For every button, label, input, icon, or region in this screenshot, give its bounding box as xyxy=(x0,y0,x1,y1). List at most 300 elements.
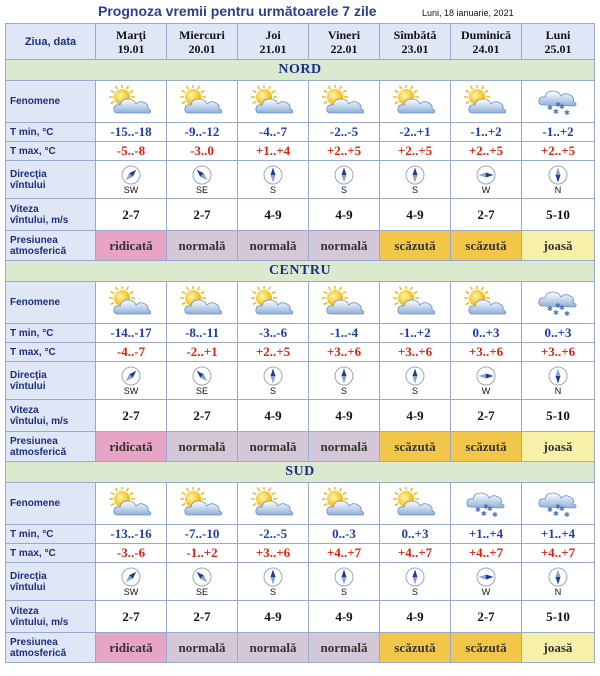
wind-direction-text: SW xyxy=(123,184,139,195)
wind-direction-cell xyxy=(96,362,167,400)
tmin-value: -1..+2 xyxy=(380,324,451,343)
tmin-value: -3..-6 xyxy=(238,324,309,343)
phenomena-cell xyxy=(96,81,167,123)
region-row xyxy=(6,462,595,483)
tmax-value: +1..+4 xyxy=(238,142,309,161)
wind-speed-row xyxy=(6,199,595,231)
wind-speed-value: 4-9 xyxy=(238,199,309,231)
wind-direction-label-text: vîntului xyxy=(10,380,46,392)
day-name: Miercuri xyxy=(179,27,225,42)
svg-text:✱: ✱ xyxy=(481,509,487,518)
pressure-value: normală xyxy=(167,231,238,261)
phenomena-cell xyxy=(167,81,238,123)
tmax-value: -3..0 xyxy=(167,142,238,161)
pressure-value: ridicată xyxy=(96,633,167,663)
tmin-label xyxy=(6,324,96,343)
wind-direction-text: SE xyxy=(195,184,208,195)
sun-cloud-icon xyxy=(392,487,438,521)
wind-direction-label-text: Direcţia xyxy=(10,369,47,381)
wind-arrow-icon xyxy=(405,165,425,185)
tmin-label xyxy=(6,123,96,142)
wind-direction-label xyxy=(6,563,96,601)
forecast-table xyxy=(5,23,595,663)
wind-speed-value: 2-7 xyxy=(451,601,522,633)
pressure-row xyxy=(6,633,595,663)
wind-direction-cell xyxy=(451,362,522,400)
tmin-value: 0..+3 xyxy=(380,525,451,544)
wind-direction-cell xyxy=(167,563,238,601)
wind-arrow-icon xyxy=(263,366,283,386)
sun-cloud-icon xyxy=(108,85,154,119)
tmax-value: +4..+7 xyxy=(380,544,451,563)
wind-direction-text: S xyxy=(340,586,347,597)
sun-cloud-icon xyxy=(250,487,296,521)
pressure-label xyxy=(6,231,96,261)
svg-text:✱: ✱ xyxy=(475,505,481,514)
wind-direction-label xyxy=(6,161,96,199)
wind-arrow-icon xyxy=(476,366,496,386)
wind-direction-text: S xyxy=(269,586,276,597)
wind-speed-label-text: vîntului, m/s xyxy=(10,214,69,226)
phenomena-cell xyxy=(451,282,522,324)
wind-direction-cell xyxy=(309,161,380,199)
day-date: 22.01 xyxy=(330,41,358,56)
snow-cloud-icon xyxy=(535,85,581,119)
phenomena-label xyxy=(6,81,96,123)
wind-speed-value: 2-7 xyxy=(96,400,167,432)
region-title: SUD xyxy=(6,462,595,483)
tmax-value: +2..+5 xyxy=(522,142,595,161)
sun-cloud-icon xyxy=(179,286,225,320)
wind-speed-value: 4-9 xyxy=(238,400,309,432)
phenomena-cell xyxy=(522,282,595,324)
phenomena-cell xyxy=(238,81,309,123)
wind-direction-label-text: vîntului xyxy=(10,581,46,593)
wind-speed-value: 2-7 xyxy=(96,601,167,633)
pressure-value: normală xyxy=(167,432,238,462)
phenomena-cell xyxy=(380,483,451,525)
region-title: CENTRU xyxy=(6,261,595,282)
tmin-value: 0..-3 xyxy=(309,525,380,544)
svg-text:✱: ✱ xyxy=(487,504,493,513)
tmax-row xyxy=(6,142,595,161)
tmax-value: +2..+5 xyxy=(238,343,309,362)
tmin-value: -15..-18 xyxy=(96,123,167,142)
tmax-value: +3..+6 xyxy=(380,343,451,362)
tmax-value: -2..+1 xyxy=(167,343,238,362)
wind-speed-value: 4-9 xyxy=(309,400,380,432)
pressure-value: scăzută xyxy=(380,432,451,462)
forecast-table-body xyxy=(6,24,595,663)
phenomena-cell xyxy=(451,81,522,123)
wind-arrow-icon xyxy=(334,567,354,587)
tmax-label xyxy=(6,142,96,161)
wind-speed-label-text: Viteza xyxy=(10,605,39,617)
wind-direction-text: S xyxy=(269,184,276,195)
svg-text:✱: ✱ xyxy=(553,107,559,116)
wind-direction-cell xyxy=(309,362,380,400)
wind-direction-text: S xyxy=(411,586,418,597)
pressure-value: normală xyxy=(309,432,380,462)
tmin-row xyxy=(6,525,595,544)
wind-direction-text: W xyxy=(481,385,491,396)
svg-text:✱: ✱ xyxy=(564,309,570,318)
sun-cloud-icon xyxy=(321,85,367,119)
wind-direction-text: N xyxy=(554,184,562,195)
wind-direction-text: SW xyxy=(123,586,139,597)
pressure-value: normală xyxy=(238,432,309,462)
wind-direction-text: S xyxy=(340,385,347,396)
wind-arrow-icon xyxy=(192,567,212,587)
pressure-label-text: atmosferică xyxy=(10,446,67,458)
day-name: Joi xyxy=(265,27,281,42)
tmin-value: 0..+3 xyxy=(451,324,522,343)
svg-text:✱: ✱ xyxy=(559,303,565,312)
tmax-value: -5..-8 xyxy=(96,142,167,161)
wind-direction-cell xyxy=(96,161,167,199)
tmax-label-text: T max, °C xyxy=(10,145,56,157)
wind-speed-row xyxy=(6,400,595,432)
phenomena-label-text: Fenomene xyxy=(10,297,61,308)
phenomena-row xyxy=(6,282,595,324)
phenomena-cell xyxy=(167,483,238,525)
wind-arrow-icon xyxy=(476,567,496,587)
wind-direction-text: W xyxy=(481,184,491,195)
wind-arrow-icon xyxy=(405,366,425,386)
svg-text:✱: ✱ xyxy=(555,301,561,310)
sun-cloud-icon xyxy=(463,85,509,119)
sun-cloud-icon xyxy=(250,85,296,119)
wind-direction-cell xyxy=(238,161,309,199)
tmin-value: -1..+2 xyxy=(451,123,522,142)
wind-arrow-icon xyxy=(121,165,141,185)
wind-direction-label xyxy=(6,362,96,400)
phenomena-cell xyxy=(238,483,309,525)
wind-arrow-icon xyxy=(405,567,425,587)
tmax-value: +4..+7 xyxy=(309,544,380,563)
wind-arrow-icon xyxy=(263,567,283,587)
wind-direction-label-text: Direcţia xyxy=(10,570,47,582)
tmax-value: +2..+5 xyxy=(309,142,380,161)
phenomena-row xyxy=(6,483,595,525)
tmax-label-text: T max, °C xyxy=(10,346,56,358)
svg-text:✱: ✱ xyxy=(564,510,570,519)
phenomena-cell xyxy=(451,483,522,525)
wind-direction-text: SW xyxy=(123,385,139,396)
day-header xyxy=(309,24,380,60)
tmin-value: -8..-11 xyxy=(167,324,238,343)
sun-cloud-icon xyxy=(392,286,438,320)
day-header xyxy=(238,24,309,60)
tmax-label xyxy=(6,343,96,362)
wind-speed-value: 4-9 xyxy=(380,601,451,633)
wind-direction-cell xyxy=(96,563,167,601)
pressure-label xyxy=(6,633,96,663)
tmin-value: -4..-7 xyxy=(238,123,309,142)
day-name: Duminică xyxy=(460,27,511,42)
sun-cloud-icon xyxy=(463,286,509,320)
pressure-value: joasă xyxy=(522,633,595,663)
snow-cloud-icon xyxy=(463,487,509,521)
wind-direction-cell xyxy=(380,362,451,400)
wind-direction-cell xyxy=(380,161,451,199)
phenomena-cell xyxy=(522,81,595,123)
day-date: 21.01 xyxy=(259,41,287,56)
pressure-value: normală xyxy=(309,633,380,663)
tmax-label xyxy=(6,544,96,563)
wind-direction-text: S xyxy=(340,184,347,195)
wind-speed-label-text: Viteza xyxy=(10,404,39,416)
wind-direction-text: S xyxy=(269,385,276,396)
day-header xyxy=(451,24,522,60)
tmax-value: -3..-6 xyxy=(96,544,167,563)
tmin-label xyxy=(6,525,96,544)
sun-cloud-icon xyxy=(392,85,438,119)
issue-date: Luni, 18 ianuarie, 2021 xyxy=(422,8,514,18)
svg-text:✱: ✱ xyxy=(547,304,553,313)
wind-speed-row xyxy=(6,601,595,633)
day-date: 24.01 xyxy=(472,41,500,56)
pressure-value: scăzută xyxy=(451,432,522,462)
wind-speed-label xyxy=(6,400,96,432)
snow-cloud-icon xyxy=(535,286,581,320)
pressure-value: joasă xyxy=(522,432,595,462)
wind-direction-cell xyxy=(238,563,309,601)
wind-speed-value: 5-10 xyxy=(522,199,595,231)
wind-direction-row xyxy=(6,161,595,199)
tmin-value: +1..+4 xyxy=(451,525,522,544)
svg-text:✱: ✱ xyxy=(564,108,570,117)
sun-cloud-icon xyxy=(321,286,367,320)
page-title: Prognoza vremii pentru următoarele 7 zile xyxy=(98,3,377,19)
tmax-row xyxy=(6,343,595,362)
day-header xyxy=(380,24,451,60)
tmax-label-text: T max, °C xyxy=(10,547,56,559)
wind-speed-value: 4-9 xyxy=(238,601,309,633)
tmax-row xyxy=(6,544,595,563)
wind-direction-text: N xyxy=(554,586,562,597)
phenomena-label-text: Fenomene xyxy=(10,498,61,509)
tmax-value: +3..+6 xyxy=(309,343,380,362)
tmax-value: +4..+7 xyxy=(451,544,522,563)
wind-direction-row xyxy=(6,563,595,601)
wind-arrow-icon xyxy=(334,165,354,185)
wind-direction-text: N xyxy=(554,385,562,396)
wind-arrow-icon xyxy=(121,567,141,587)
day-date: 25.01 xyxy=(544,41,572,56)
wind-speed-value: 2-7 xyxy=(167,199,238,231)
svg-text:✱: ✱ xyxy=(555,100,561,109)
day-name: Sîmbătă xyxy=(393,27,437,42)
sun-cloud-icon xyxy=(250,286,296,320)
wind-speed-value: 4-9 xyxy=(380,199,451,231)
tmin-label-text: T min, °C xyxy=(10,327,54,339)
wind-direction-text: S xyxy=(411,385,418,396)
tmin-value: -1..-4 xyxy=(309,324,380,343)
pressure-value: joasă xyxy=(522,231,595,261)
wind-speed-value: 2-7 xyxy=(167,601,238,633)
wind-direction-cell xyxy=(522,161,595,199)
tmin-value: -9..-12 xyxy=(167,123,238,142)
day-name: Luni xyxy=(545,27,571,42)
wind-direction-text: W xyxy=(481,586,491,597)
wind-direction-label-text: vîntului xyxy=(10,179,46,191)
tmax-value: +3..+6 xyxy=(451,343,522,362)
wind-speed-label-text: Viteza xyxy=(10,203,39,215)
wind-arrow-icon xyxy=(192,165,212,185)
wind-speed-label xyxy=(6,601,96,633)
wind-direction-cell xyxy=(167,362,238,400)
tmax-value: -1..+2 xyxy=(167,544,238,563)
wind-speed-label-text: vîntului, m/s xyxy=(10,415,69,427)
pressure-row xyxy=(6,432,595,462)
pressure-label-text: Presiunea xyxy=(10,435,58,447)
col-label: Ziua, data xyxy=(6,24,96,60)
phenomena-label xyxy=(6,282,96,324)
wind-arrow-icon xyxy=(263,165,283,185)
wind-direction-cell xyxy=(522,563,595,601)
phenomena-cell xyxy=(522,483,595,525)
wind-speed-value: 2-7 xyxy=(167,400,238,432)
pressure-value: scăzută xyxy=(380,633,451,663)
pressure-value: ridicată xyxy=(96,432,167,462)
day-header xyxy=(167,24,238,60)
wind-speed-value: 2-7 xyxy=(451,199,522,231)
tmin-row xyxy=(6,123,595,142)
pressure-value: normală xyxy=(238,231,309,261)
day-header xyxy=(96,24,167,60)
svg-text:✱: ✱ xyxy=(547,505,553,514)
day-header xyxy=(522,24,595,60)
pressure-value: scăzută xyxy=(451,633,522,663)
pressure-value: normală xyxy=(167,633,238,663)
wind-direction-text: SE xyxy=(195,586,208,597)
svg-text:✱: ✱ xyxy=(559,102,565,111)
wind-direction-cell xyxy=(380,563,451,601)
svg-text:✱: ✱ xyxy=(492,510,498,519)
tmax-value: +4..+7 xyxy=(522,544,595,563)
phenomena-cell xyxy=(96,282,167,324)
sun-cloud-icon xyxy=(179,85,225,119)
phenomena-cell xyxy=(309,81,380,123)
tmin-value: -2..-5 xyxy=(309,123,380,142)
phenomena-cell xyxy=(96,483,167,525)
wind-arrow-icon xyxy=(121,366,141,386)
pressure-label xyxy=(6,432,96,462)
wind-direction-cell xyxy=(238,362,309,400)
wind-speed-value: 2-7 xyxy=(96,199,167,231)
svg-text:✱: ✱ xyxy=(553,509,559,518)
region-row xyxy=(6,60,595,81)
pressure-row xyxy=(6,231,595,261)
tmax-value: +2..+5 xyxy=(380,142,451,161)
sun-cloud-icon xyxy=(108,286,154,320)
tmax-value: +2..+5 xyxy=(451,142,522,161)
snow-cloud-icon xyxy=(535,487,581,521)
pressure-label-text: Presiunea xyxy=(10,234,58,246)
svg-text:✱: ✱ xyxy=(555,502,561,511)
wind-speed-value: 2-7 xyxy=(451,400,522,432)
pressure-value: scăzută xyxy=(451,231,522,261)
pressure-value: normală xyxy=(238,633,309,663)
tmin-value: -7..-10 xyxy=(167,525,238,544)
pressure-value: scăzută xyxy=(380,231,451,261)
tmax-value: +3..+6 xyxy=(238,544,309,563)
phenomena-cell xyxy=(167,282,238,324)
day-date: 19.01 xyxy=(117,41,145,56)
wind-direction-row xyxy=(6,362,595,400)
tmin-value: -1..+2 xyxy=(522,123,595,142)
phenomena-cell xyxy=(238,282,309,324)
day-date: 23.01 xyxy=(401,41,429,56)
day-name: Vineri xyxy=(327,27,361,42)
tmin-row xyxy=(6,324,595,343)
tmin-value: -13..-16 xyxy=(96,525,167,544)
phenomena-cell xyxy=(380,81,451,123)
wind-speed-label-text: vîntului, m/s xyxy=(10,616,69,628)
region-title: NORD xyxy=(6,60,595,81)
phenomena-cell xyxy=(380,282,451,324)
wind-speed-value: 5-10 xyxy=(522,601,595,633)
wind-arrow-icon xyxy=(192,366,212,386)
svg-text:✱: ✱ xyxy=(559,504,565,513)
wind-arrow-icon xyxy=(334,366,354,386)
tmin-label-text: T min, °C xyxy=(10,528,54,540)
wind-direction-cell xyxy=(451,161,522,199)
pressure-label-text: atmosferică xyxy=(10,245,67,257)
wind-speed-label xyxy=(6,199,96,231)
pressure-label-text: atmosferică xyxy=(10,647,67,659)
tmin-value: 0..+3 xyxy=(522,324,595,343)
day-name: Marţi xyxy=(116,27,146,42)
phenomena-label xyxy=(6,483,96,525)
wind-direction-text: S xyxy=(411,184,418,195)
tmin-value: +1..+4 xyxy=(522,525,595,544)
phenomena-cell xyxy=(309,483,380,525)
wind-speed-value: 4-9 xyxy=(309,199,380,231)
svg-text:✱: ✱ xyxy=(483,502,489,511)
wind-speed-value: 4-9 xyxy=(380,400,451,432)
pressure-value: ridicată xyxy=(96,231,167,261)
sun-cloud-icon xyxy=(108,487,154,521)
wind-speed-value: 5-10 xyxy=(522,400,595,432)
tmin-value: -14..-17 xyxy=(96,324,167,343)
tmin-label-text: T min, °C xyxy=(10,126,54,138)
wind-direction-text: SE xyxy=(195,385,208,396)
sun-cloud-icon xyxy=(179,487,225,521)
tmax-value: -4..-7 xyxy=(96,343,167,362)
day-date: 20.01 xyxy=(188,41,216,56)
tmin-value: -2..-5 xyxy=(238,525,309,544)
header-row xyxy=(6,24,595,60)
wind-arrow-icon xyxy=(548,567,568,587)
pressure-value: normală xyxy=(309,231,380,261)
wind-direction-cell xyxy=(451,563,522,601)
wind-direction-cell xyxy=(309,563,380,601)
phenomena-row xyxy=(6,81,595,123)
tmax-value: +3..+6 xyxy=(522,343,595,362)
wind-direction-cell xyxy=(522,362,595,400)
tmin-value: -2..+1 xyxy=(380,123,451,142)
wind-arrow-icon xyxy=(548,165,568,185)
pressure-label-text: Presiunea xyxy=(10,636,58,648)
svg-text:✱: ✱ xyxy=(547,103,553,112)
sun-cloud-icon xyxy=(321,487,367,521)
phenomena-label-text: Fenomene xyxy=(10,96,61,107)
phenomena-cell xyxy=(309,282,380,324)
wind-direction-cell xyxy=(167,161,238,199)
svg-text:✱: ✱ xyxy=(553,308,559,317)
